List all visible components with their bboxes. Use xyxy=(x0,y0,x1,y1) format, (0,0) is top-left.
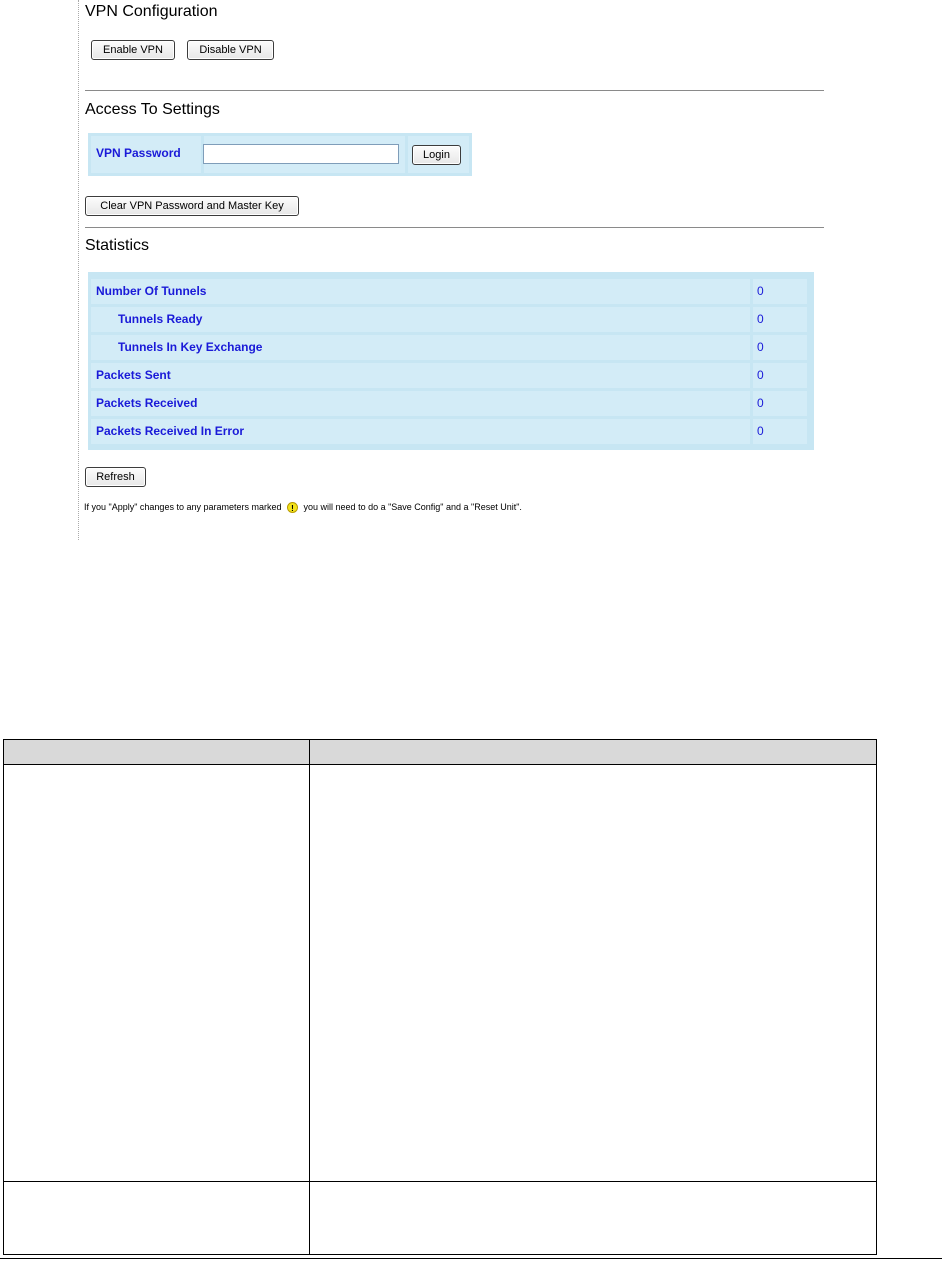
table-row-divider xyxy=(4,1181,876,1182)
vpn-password-label: VPN Password xyxy=(96,146,181,160)
stat-value-tunnels-in-key-exchange: 0 xyxy=(757,340,764,354)
vpn-configuration-title: VPN Configuration xyxy=(85,3,218,20)
table-row xyxy=(91,279,809,304)
stat-value-tunnels-ready: 0 xyxy=(757,312,764,326)
statistics-title: Statistics xyxy=(85,237,150,254)
enable-vpn-button[interactable]: Enable VPN xyxy=(91,40,175,60)
access-settings-title: Access To Settings xyxy=(85,101,220,118)
note-text-after: you will need to do a "Save Config" and a "Reset Unit". xyxy=(303,502,522,512)
stat-value-packets-sent: 0 xyxy=(757,368,764,382)
divider xyxy=(85,227,824,228)
table-row xyxy=(91,307,809,332)
disable-vpn-button[interactable]: Disable VPN xyxy=(187,40,274,60)
refresh-button[interactable]: Refresh xyxy=(85,467,146,487)
table-column-divider xyxy=(309,740,310,1254)
login-button[interactable]: Login xyxy=(412,145,461,165)
stat-label-packets-received-in-error: Packets Received In Error xyxy=(96,424,245,438)
table-row xyxy=(91,363,809,388)
table-row xyxy=(91,391,809,416)
divider xyxy=(85,90,824,91)
apply-note xyxy=(84,502,522,513)
stat-value-packets-received: 0 xyxy=(757,396,764,410)
vpn-password-input[interactable] xyxy=(203,144,399,164)
clear-vpn-password-button[interactable]: Clear VPN Password and Master Key xyxy=(85,196,299,216)
stat-label-packets-sent: Packets Sent xyxy=(96,368,171,382)
table-header-row xyxy=(4,740,876,765)
warning-icon: ! xyxy=(287,502,298,513)
table-row xyxy=(91,419,809,444)
stat-value-number-of-tunnels: 0 xyxy=(757,284,764,298)
note-text-before: If you "Apply" changes to any parameters marked xyxy=(84,502,282,512)
panel-left-border xyxy=(78,0,79,540)
stat-label-packets-received: Packets Received xyxy=(96,396,198,410)
page-bottom-rule xyxy=(0,1258,942,1259)
stat-label-number-of-tunnels: Number Of Tunnels xyxy=(96,284,207,298)
stat-value-packets-received-in-error: 0 xyxy=(757,424,764,438)
document-table xyxy=(3,739,877,1255)
table-row xyxy=(91,335,809,360)
stat-label-tunnels-ready: Tunnels Ready xyxy=(118,312,203,326)
stat-label-tunnels-in-key-exchange: Tunnels In Key Exchange xyxy=(118,340,263,354)
